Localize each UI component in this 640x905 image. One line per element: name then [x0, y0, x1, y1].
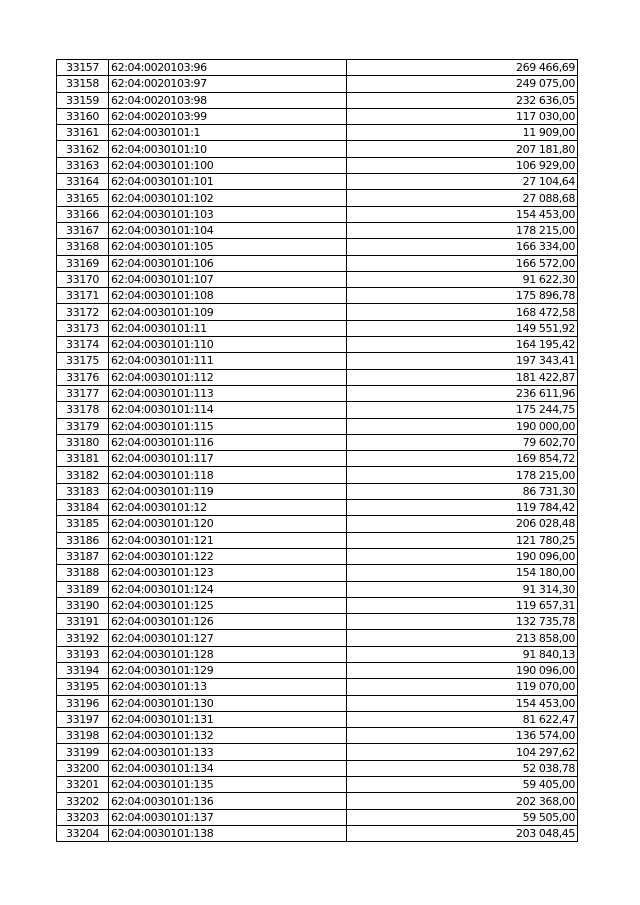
row-number-cell: 33196 — [57, 695, 109, 711]
cadastral-value-cell: 104 297,62 — [347, 744, 578, 760]
row-number-cell: 33170 — [57, 271, 109, 287]
cadastral-number-cell: 62:04:0030101:131 — [109, 711, 347, 727]
cadastral-value-cell: 59 505,00 — [347, 809, 578, 825]
cadastral-value-cell: 52 038,78 — [347, 760, 578, 776]
cadastral-value-cell: 175 896,78 — [347, 288, 578, 304]
cadastral-value-cell: 203 048,45 — [347, 825, 578, 841]
cadastral-value-cell: 249 075,00 — [347, 76, 578, 92]
cadastral-value-cell: 149 551,92 — [347, 320, 578, 336]
cadastral-value-cell: 117 030,00 — [347, 108, 578, 124]
cadastral-number-cell: 62:04:0030101:121 — [109, 532, 347, 548]
cadastral-value-cell: 59 405,00 — [347, 777, 578, 793]
cadastral-value-cell: 27 104,64 — [347, 174, 578, 190]
cadastral-number-cell: 62:04:0030101:120 — [109, 516, 347, 532]
cadastral-value-cell: 190 096,00 — [347, 662, 578, 678]
cadastral-number-cell: 62:04:0020103:97 — [109, 76, 347, 92]
table-row — [57, 60, 578, 76]
table-row — [57, 271, 578, 287]
cadastral-number-cell: 62:04:0030101:118 — [109, 467, 347, 483]
table-row — [57, 614, 578, 630]
cadastral-number-cell: 62:04:0030101:12 — [109, 500, 347, 516]
row-number-cell: 33181 — [57, 451, 109, 467]
row-number-cell: 33191 — [57, 614, 109, 630]
table-row — [57, 385, 578, 401]
table-row — [57, 369, 578, 385]
cadastral-number-cell: 62:04:0030101:134 — [109, 760, 347, 776]
row-number-cell: 33195 — [57, 679, 109, 695]
cadastral-number-cell: 62:04:0030101:102 — [109, 190, 347, 206]
cadastral-number-cell: 62:04:0030101:135 — [109, 777, 347, 793]
cadastral-value-cell: 190 000,00 — [347, 418, 578, 434]
row-number-cell: 33163 — [57, 157, 109, 173]
row-number-cell: 33169 — [57, 255, 109, 271]
cadastral-number-cell: 62:04:0030101:100 — [109, 157, 347, 173]
cadastral-number-cell: 62:04:0030101:105 — [109, 239, 347, 255]
table-row — [57, 793, 578, 809]
row-number-cell: 33178 — [57, 402, 109, 418]
table-row — [57, 695, 578, 711]
table-body — [57, 60, 578, 842]
cadastral-number-cell: 62:04:0030101:136 — [109, 793, 347, 809]
cadastral-value-cell: 106 929,00 — [347, 157, 578, 173]
row-number-cell: 33201 — [57, 777, 109, 793]
cadastral-number-cell: 62:04:0030101:115 — [109, 418, 347, 434]
cadastral-number-cell: 62:04:0030101:10 — [109, 141, 347, 157]
cadastral-value-cell: 202 368,00 — [347, 793, 578, 809]
cadastral-number-cell: 62:04:0030101:122 — [109, 548, 347, 564]
row-number-cell: 33182 — [57, 467, 109, 483]
cadastral-number-cell: 62:04:0030101:112 — [109, 369, 347, 385]
table-row — [57, 467, 578, 483]
cadastral-number-cell: 62:04:0020103:96 — [109, 60, 347, 76]
cadastral-value-cell: 119 784,42 — [347, 500, 578, 516]
row-number-cell: 33183 — [57, 483, 109, 499]
cadastral-number-cell: 62:04:0030101:138 — [109, 825, 347, 841]
cadastral-number-cell: 62:04:0030101:1 — [109, 125, 347, 141]
row-number-cell: 33204 — [57, 825, 109, 841]
cadastral-value-cell: 154 453,00 — [347, 695, 578, 711]
row-number-cell: 33171 — [57, 288, 109, 304]
cadastral-number-cell: 62:04:0030101:132 — [109, 728, 347, 744]
cadastral-value-cell: 91 314,30 — [347, 581, 578, 597]
cadastral-number-cell: 62:04:0030101:119 — [109, 483, 347, 499]
cadastral-number-cell: 62:04:0030101:116 — [109, 434, 347, 450]
table-row — [57, 777, 578, 793]
row-number-cell: 33172 — [57, 304, 109, 320]
cadastral-value-cell: 119 657,31 — [347, 597, 578, 613]
cadastral-value-cell: 232 636,05 — [347, 92, 578, 108]
row-number-cell: 33192 — [57, 630, 109, 646]
cadastral-value-cell: 166 334,00 — [347, 239, 578, 255]
table-row — [57, 728, 578, 744]
row-number-cell: 33179 — [57, 418, 109, 434]
table-row — [57, 532, 578, 548]
table-row — [57, 516, 578, 532]
row-number-cell: 33180 — [57, 434, 109, 450]
table-row — [57, 483, 578, 499]
cadastral-number-cell: 62:04:0030101:109 — [109, 304, 347, 320]
row-number-cell: 33177 — [57, 385, 109, 401]
table-row — [57, 646, 578, 662]
cadastral-value-cell: 169 854,72 — [347, 451, 578, 467]
row-number-cell: 33162 — [57, 141, 109, 157]
cadastral-value-cell: 175 244,75 — [347, 402, 578, 418]
row-number-cell: 33188 — [57, 565, 109, 581]
row-number-cell: 33189 — [57, 581, 109, 597]
cadastral-value-cell: 11 909,00 — [347, 125, 578, 141]
cadastral-number-cell: 62:04:0030101:111 — [109, 353, 347, 369]
row-number-cell: 33190 — [57, 597, 109, 613]
cadastral-value-cell: 81 622,47 — [347, 711, 578, 727]
row-number-cell: 33174 — [57, 337, 109, 353]
cadastral-value-cell: 86 731,30 — [347, 483, 578, 499]
cadastral-value-cell: 136 574,00 — [347, 728, 578, 744]
cadastral-number-cell: 62:04:0030101:110 — [109, 337, 347, 353]
row-number-cell: 33158 — [57, 76, 109, 92]
row-number-cell: 33186 — [57, 532, 109, 548]
table-row — [57, 190, 578, 206]
row-number-cell: 33193 — [57, 646, 109, 662]
cadastral-value-cell: 269 466,69 — [347, 60, 578, 76]
cadastral-number-cell: 62:04:0030101:128 — [109, 646, 347, 662]
table-row — [57, 662, 578, 678]
table-row — [57, 500, 578, 516]
cadastral-number-cell: 62:04:0030101:113 — [109, 385, 347, 401]
cadastral-value-cell: 91 622,30 — [347, 271, 578, 287]
row-number-cell: 33185 — [57, 516, 109, 532]
table-row — [57, 679, 578, 695]
table-row — [57, 255, 578, 271]
cadastral-value-cell: 166 572,00 — [347, 255, 578, 271]
cadastral-value-cell: 178 215,00 — [347, 222, 578, 238]
row-number-cell: 33161 — [57, 125, 109, 141]
cadastral-number-cell: 62:04:0020103:98 — [109, 92, 347, 108]
row-number-cell: 33184 — [57, 500, 109, 516]
table-row — [57, 548, 578, 564]
row-number-cell: 33173 — [57, 320, 109, 336]
table-row — [57, 825, 578, 841]
row-number-cell: 33199 — [57, 744, 109, 760]
table-row — [57, 320, 578, 336]
row-number-cell: 33164 — [57, 174, 109, 190]
table-row — [57, 353, 578, 369]
cadastral-number-cell: 62:04:0030101:107 — [109, 271, 347, 287]
table-row — [57, 174, 578, 190]
table-row — [57, 141, 578, 157]
table-row — [57, 76, 578, 92]
cadastral-value-cell: 154 453,00 — [347, 206, 578, 222]
cadastral-value-cell: 236 611,96 — [347, 385, 578, 401]
row-number-cell: 33197 — [57, 711, 109, 727]
row-number-cell: 33194 — [57, 662, 109, 678]
table-row — [57, 288, 578, 304]
cadastral-number-cell: 62:04:0030101:137 — [109, 809, 347, 825]
cadastral-number-cell: 62:04:0030101:114 — [109, 402, 347, 418]
cadastral-value-cell: 197 343,41 — [347, 353, 578, 369]
cadastral-value-cell: 119 070,00 — [347, 679, 578, 695]
cadastral-number-cell: 62:04:0030101:104 — [109, 222, 347, 238]
cadastral-value-cell: 181 422,87 — [347, 369, 578, 385]
cadastral-value-cell: 154 180,00 — [347, 565, 578, 581]
cadastral-number-cell: 62:04:0030101:133 — [109, 744, 347, 760]
table-row — [57, 92, 578, 108]
cadastral-number-cell: 62:04:0030101:108 — [109, 288, 347, 304]
row-number-cell: 33198 — [57, 728, 109, 744]
table-row — [57, 418, 578, 434]
row-number-cell: 33187 — [57, 548, 109, 564]
table-row — [57, 760, 578, 776]
row-number-cell: 33166 — [57, 206, 109, 222]
cadastral-value-cell: 190 096,00 — [347, 548, 578, 564]
table-row — [57, 451, 578, 467]
table-row — [57, 157, 578, 173]
row-number-cell: 33176 — [57, 369, 109, 385]
cadastral-number-cell: 62:04:0030101:124 — [109, 581, 347, 597]
table-row — [57, 809, 578, 825]
cadastral-value-cell: 121 780,25 — [347, 532, 578, 548]
cadastral-number-cell: 62:04:0030101:126 — [109, 614, 347, 630]
cadastral-number-cell: 62:04:0030101:127 — [109, 630, 347, 646]
cadastral-number-cell: 62:04:0030101:103 — [109, 206, 347, 222]
cadastral-value-cell: 206 028,48 — [347, 516, 578, 532]
table-row — [57, 630, 578, 646]
cadastral-number-cell: 62:04:0030101:130 — [109, 695, 347, 711]
row-number-cell: 33200 — [57, 760, 109, 776]
cadastral-number-cell: 62:04:0020103:99 — [109, 108, 347, 124]
cadastral-number-cell: 62:04:0030101:13 — [109, 679, 347, 695]
cadastral-number-cell: 62:04:0030101:117 — [109, 451, 347, 467]
row-number-cell: 33157 — [57, 60, 109, 76]
cadastral-value-cell: 168 472,58 — [347, 304, 578, 320]
cadastral-number-cell: 62:04:0030101:11 — [109, 320, 347, 336]
row-number-cell: 33165 — [57, 190, 109, 206]
table-row — [57, 222, 578, 238]
table-row — [57, 304, 578, 320]
table-row — [57, 206, 578, 222]
cadastral-value-cell: 79 602,70 — [347, 434, 578, 450]
cadastral-value-cell: 164 195,42 — [347, 337, 578, 353]
cadastral-number-cell: 62:04:0030101:129 — [109, 662, 347, 678]
row-number-cell: 33203 — [57, 809, 109, 825]
row-number-cell: 33160 — [57, 108, 109, 124]
table-row — [57, 239, 578, 255]
cadastral-value-table — [56, 59, 578, 842]
table-row — [57, 337, 578, 353]
table-row — [57, 597, 578, 613]
table-row — [57, 581, 578, 597]
cadastral-value-cell: 132 735,78 — [347, 614, 578, 630]
table-row — [57, 434, 578, 450]
cadastral-value-cell: 213 858,00 — [347, 630, 578, 646]
table-row — [57, 711, 578, 727]
table-row — [57, 108, 578, 124]
row-number-cell: 33175 — [57, 353, 109, 369]
cadastral-number-cell: 62:04:0030101:125 — [109, 597, 347, 613]
cadastral-number-cell: 62:04:0030101:106 — [109, 255, 347, 271]
cadastral-value-cell: 91 840,13 — [347, 646, 578, 662]
table-row — [57, 402, 578, 418]
table-row — [57, 744, 578, 760]
cadastral-number-cell: 62:04:0030101:123 — [109, 565, 347, 581]
table-row — [57, 125, 578, 141]
row-number-cell: 33159 — [57, 92, 109, 108]
cadastral-number-cell: 62:04:0030101:101 — [109, 174, 347, 190]
cadastral-value-cell: 178 215,00 — [347, 467, 578, 483]
cadastral-value-cell: 27 088,68 — [347, 190, 578, 206]
row-number-cell: 33168 — [57, 239, 109, 255]
cadastral-value-cell: 207 181,80 — [347, 141, 578, 157]
row-number-cell: 33202 — [57, 793, 109, 809]
row-number-cell: 33167 — [57, 222, 109, 238]
table-row — [57, 565, 578, 581]
